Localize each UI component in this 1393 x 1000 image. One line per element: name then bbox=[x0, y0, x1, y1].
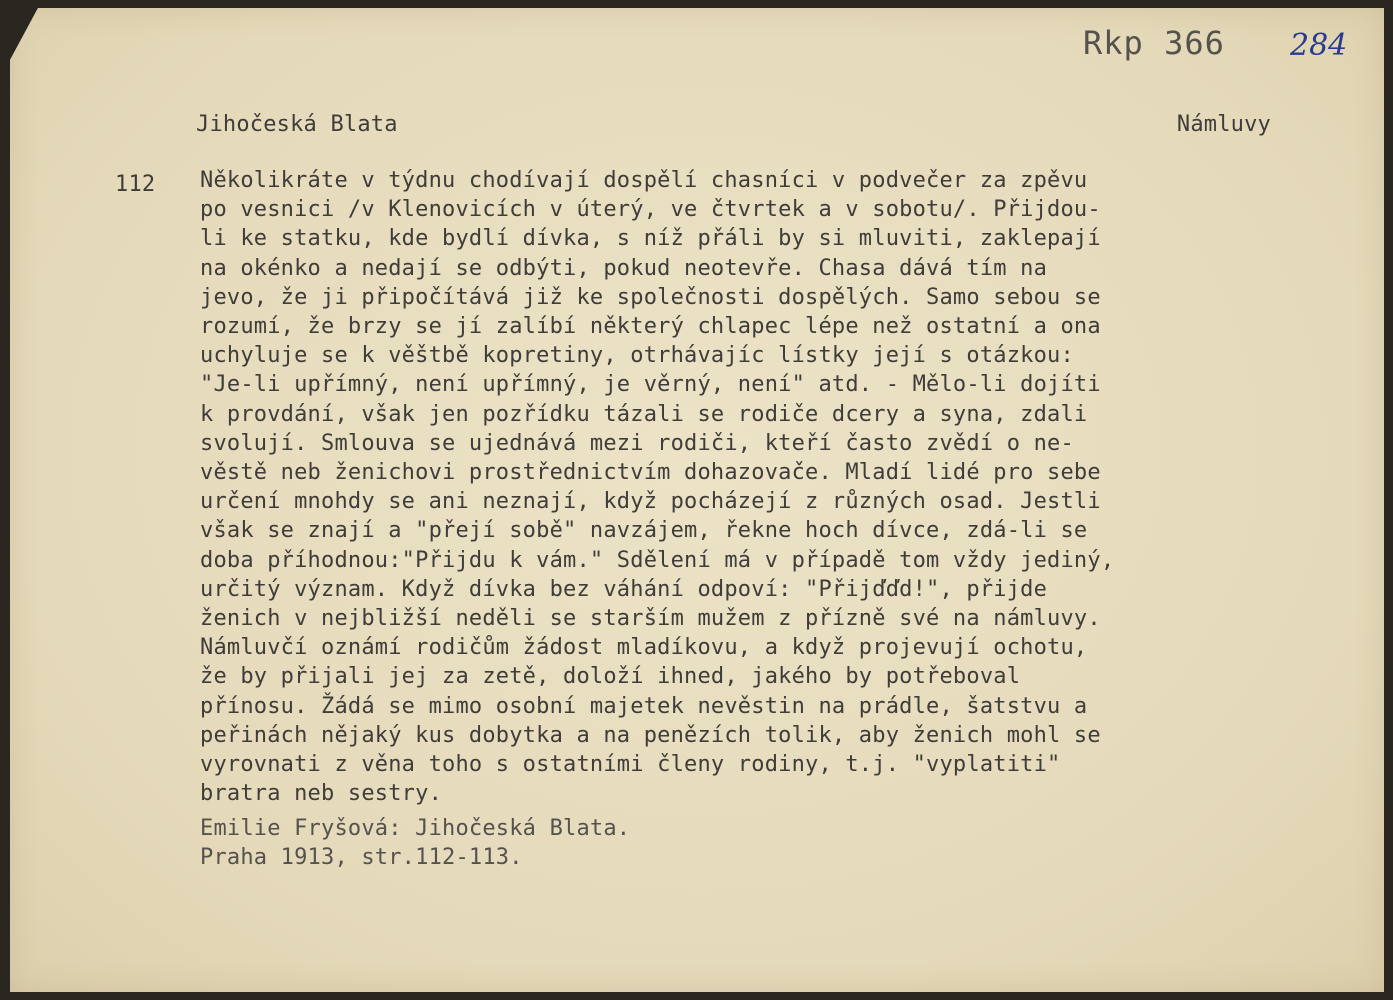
entry-text bbox=[200, 166, 1370, 808]
text-line: Několikráte v týdnu chodívají dospělí chasníci v podvečer za zpěvu bbox=[200, 168, 1088, 193]
text-line: uchyluje se k věštbě kopretiny, otrhávajíc lístky její s otázkou: bbox=[200, 343, 1074, 369]
text-line: ženich v nejbližší neděli se starším mužem z přízně své na námluvy. bbox=[200, 606, 1101, 632]
text-line: bratra neb sestry. bbox=[200, 781, 443, 807]
text-line: že by přijali jej za zetě, doloží ihned, jakého by potřeboval bbox=[200, 664, 1021, 690]
text-line: svolují. Smlouva se ujednává mezi rodiči, kteří často zvědí o ne- bbox=[200, 430, 1074, 456]
text-line: na okénko a nedají se odbýti, pokud neotevře. Chasa dává tím na bbox=[200, 255, 1048, 281]
source-citation bbox=[200, 814, 630, 872]
entry-number: 112 bbox=[115, 172, 156, 197]
citation-line: Praha 1913, str.112-113. bbox=[200, 845, 523, 870]
text-line: doba příhodnou:"Přijdu k vám." Sdělení má v případě tom vždy jediný, bbox=[200, 547, 1115, 573]
text-line: určitý význam. Když dívka bez váhání odpoví: "Přijďďd!", přijde bbox=[200, 576, 1048, 602]
text-line: jevo, že ji připočítává již ke společnosti dospělých. Samo sebou se bbox=[200, 284, 1101, 310]
text-line: po vesnici /v Klenovicích v úterý, ve čtvrtek a v sobotu/. Přijdou- bbox=[200, 197, 1101, 223]
text-line: vyrovnati z věna toho s ostatními členy rodiny, t.j. "vyplatiti" bbox=[200, 752, 1061, 778]
text-line: peřinách nějaký kus dobytka a na penězích tolik, aby ženich mohl se bbox=[200, 722, 1101, 748]
text-line: li ke statku, kde bydlí dívka, s níž přáli by si mluviti, zaklepají bbox=[200, 226, 1101, 252]
citation-line: Emilie Fryšová: Jihočeská Blata. bbox=[200, 816, 631, 841]
text-line: přínosu. Žádá se mimo osobní majetek nevěstin na prádle, šatstvu a bbox=[200, 693, 1088, 719]
handwritten-page-number: 284 bbox=[1290, 28, 1348, 63]
text-line: věstě neb ženichovi prostřednictvím dohazovače. Mladí lidé pro sebe bbox=[200, 460, 1101, 486]
text-line: rozumí, že brzy se jí zalíbí některý chlapec lépe než ostatní a ona bbox=[200, 314, 1101, 340]
text-line: Námluvčí oznámí rodičům žádost mladíkovu, a když projevují ochotu, bbox=[200, 635, 1088, 661]
manuscript-signature: Rkp 366 bbox=[1083, 24, 1225, 62]
text-line: "Je-li upřímný, není upřímný, je věrný, není" atd. - Mělo-li dojíti bbox=[200, 372, 1101, 398]
text-line: k provdání, však jen pozřídku tázali se rodiče dcery a syna, zdali bbox=[200, 401, 1088, 427]
text-line: však se znají a "přejí sobě" navzájem, řekne hoch dívce, zdá-li se bbox=[200, 518, 1088, 544]
location-heading: Jihočeská Blata bbox=[196, 112, 398, 137]
topic-heading: Námluvy bbox=[1176, 112, 1271, 137]
text-line: určení mnohdy se ani neznají, když pocházejí z různých osad. Jestli bbox=[200, 489, 1101, 515]
